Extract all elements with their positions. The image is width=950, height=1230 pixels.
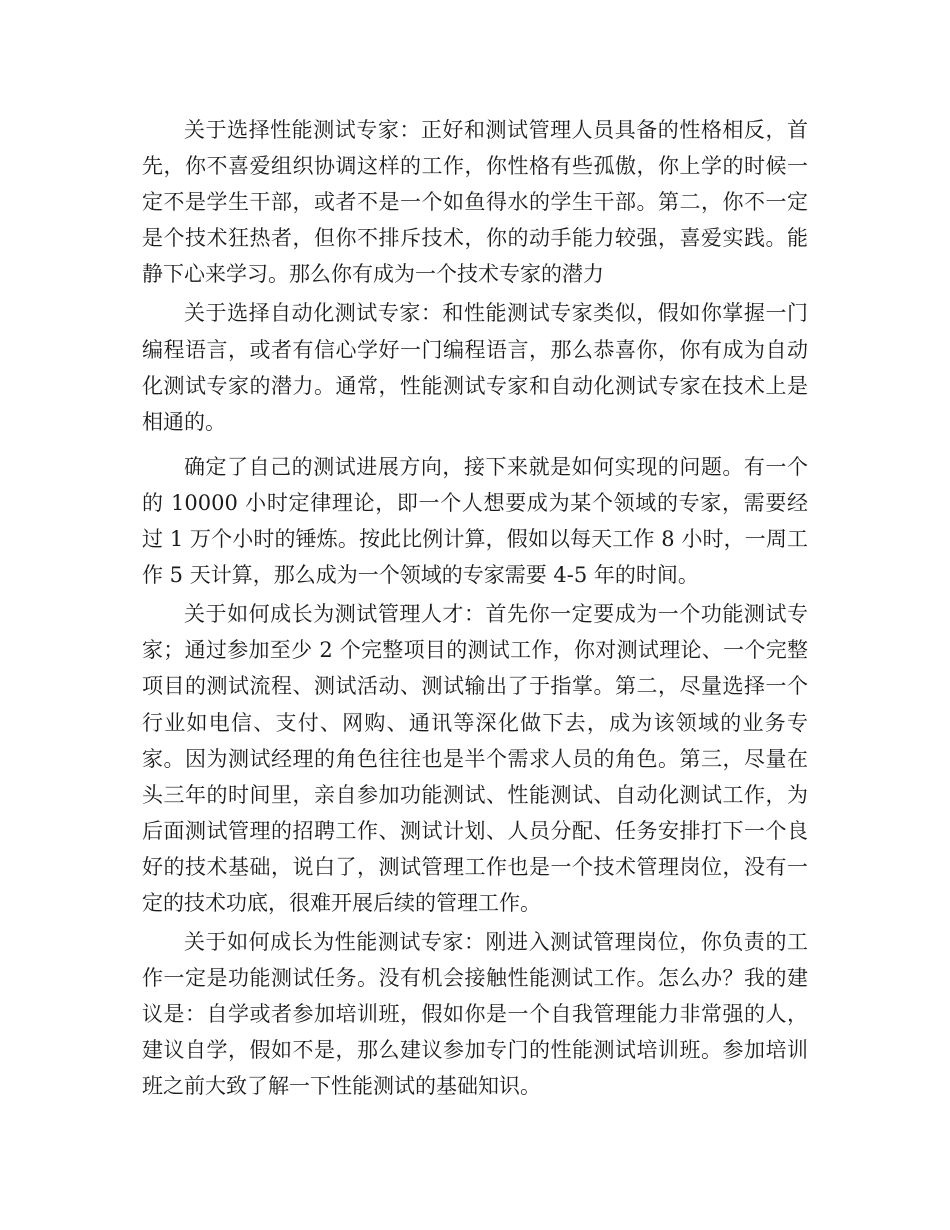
document-body bbox=[142, 112, 808, 1105]
paragraph-10000-hour-rule: 确定了自己的测试进展方向，接下来就是如何实现的问题。有一个的 10000 小时定律理论，即一个人想要成为某个领域的专家，需要经过 1 万个小时的锤炼。按此比例计算，假如以每天工作 8 小时，一周工作 5 天计算，那么成为一个领域的专家需要 4-5 年的时间。 bbox=[142, 454, 808, 588]
paragraph-test-management-growth: 关于如何成长为测试管理人才：首先你一定要成为一个功能测试专家；通过参加至少 2 个完整项目的测试工作，你对测试理论、一个完整项目的测试流程、测试活动、测试输出了于指掌。第二，尽量选择一个行业如电信、支付、网购、通讯等深化做下去，成为该领域的业务专家。因为测试经理的角色往往也是半个需求人员的角色。第三，尽量在头三年的时间里，亲自参加功能测试、性能测试、自动化测试工作，为后面测试管理的招聘工作、测试计划、人员分配、任务安排打下一个良好的技术基础，说白了，测试管理工作也是一个技术管理岗位，没有一定的技术功底，很难开展后续的管理工作。 bbox=[142, 602, 808, 915]
paragraph-performance-expert-choice: 关于选择性能测试专家：正好和测试管理人员具备的性格相反，首先，你不喜爱组织协调这样的工作，你性格有些孤傲，你上学的时候一定不是学生干部，或者不是一个如鱼得水的学生干部。第二，你不一定是个技术狂热者，但你不排斥技术，你的动手能力较强，喜爱实践。能静下心来学习。那么你有成为一个技术专家的潜力 bbox=[142, 118, 808, 287]
paragraph-performance-expert-growth: 关于如何成长为性能测试专家：刚进入测试管理岗位，你负责的工作一定是功能测试任务。没有机会接触性能测试工作。怎么办？我的建议是：自学或者参加培训班，假如你是一个自我管理能力非常强的人，建议自学，假如不是，那么建议参加专门的性能测试培训班。参加培训班之前大致了解一下性能测试的基础知识。 bbox=[142, 930, 808, 1099]
paragraph-automation-expert-choice: 关于选择自动化测试专家：和性能测试专家类似，假如你掌握一门编程语言，或者有信心学好一门编程语言，那么恭喜你，你有成为自动化测试专家的潜力。通常，性能测试专家和自动化测试专家在技术上是相通的。 bbox=[142, 301, 808, 434]
